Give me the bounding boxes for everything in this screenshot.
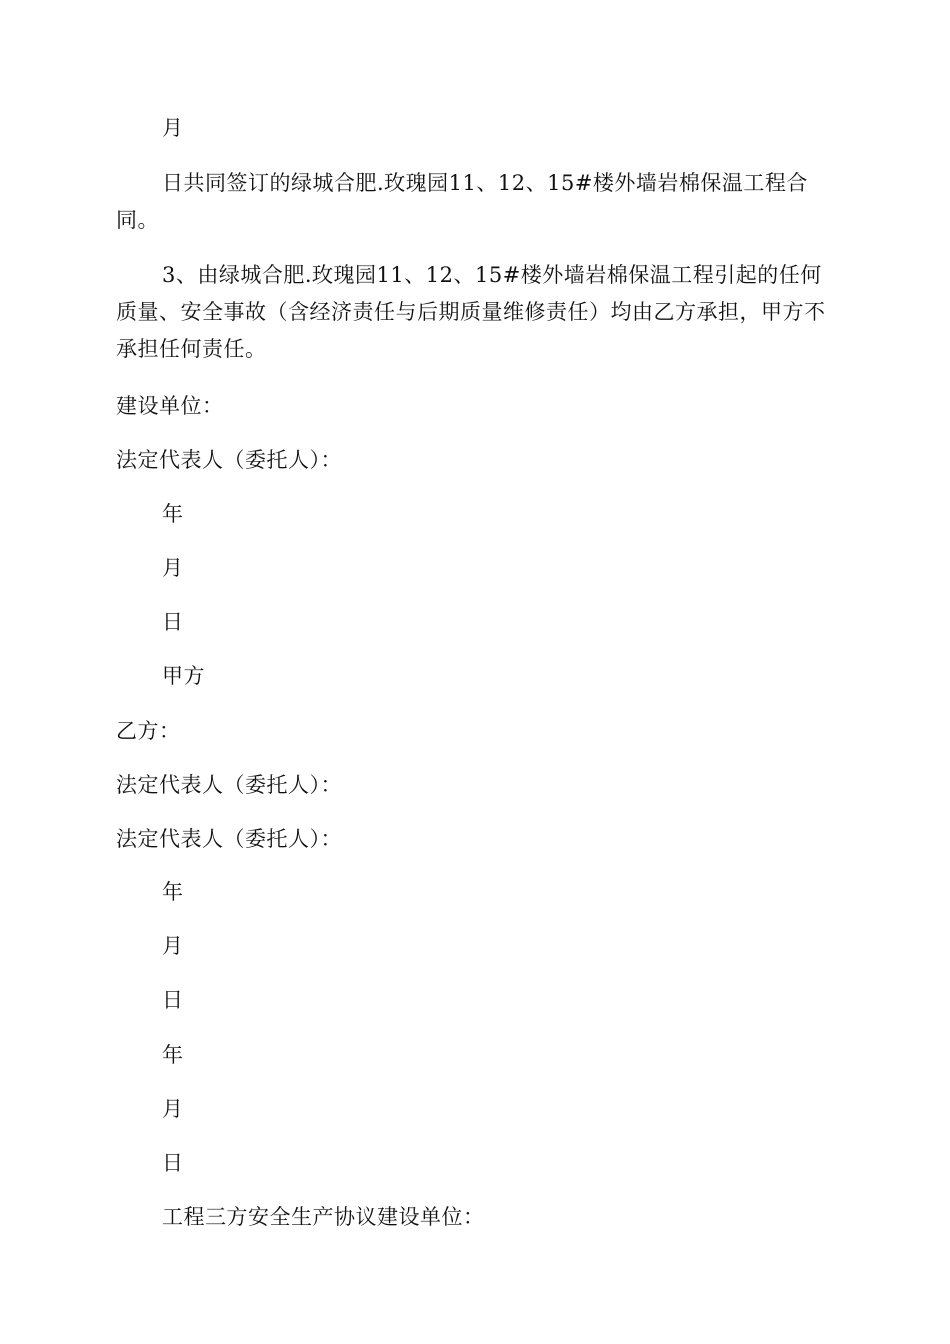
month-label: 月 [162, 934, 184, 958]
day-label: 日 [162, 610, 184, 634]
party-b-label: 乙方： [116, 719, 181, 743]
legal-representative-label: 法定代表人（委托人）： [116, 448, 342, 472]
builder-unit-label: 建设单位： [116, 394, 224, 418]
year-label: 年 [162, 1043, 184, 1067]
legal-representative-label: 法定代表人（委托人）： [116, 827, 342, 851]
day-label: 日 [162, 988, 184, 1012]
party-a-label: 甲方 [162, 664, 205, 688]
legal-representative-label: 法定代表人（委托人）： [116, 773, 342, 797]
agreement-title: 工程三方安全生产协议建设单位： [162, 1205, 485, 1229]
month-label: 月 [162, 116, 184, 140]
contract-reference-paragraph: 日共同签订的绿城合肥.玫瑰园11、12、15#楼外墙岩棉保温工程合同。 [116, 171, 808, 232]
day-label: 日 [162, 1151, 184, 1175]
year-label: 年 [162, 880, 184, 904]
liability-clause-paragraph: 3、由绿城合肥.玫瑰园11、12、15#楼外墙岩棉保温工程引起的任何质量、安全事故（含经济责任与后期质量维修责任）均由乙方承担，甲方不承担任何责任。 [116, 263, 826, 361]
month-label: 月 [162, 556, 184, 580]
year-label: 年 [162, 502, 184, 526]
month-label: 月 [162, 1097, 184, 1121]
